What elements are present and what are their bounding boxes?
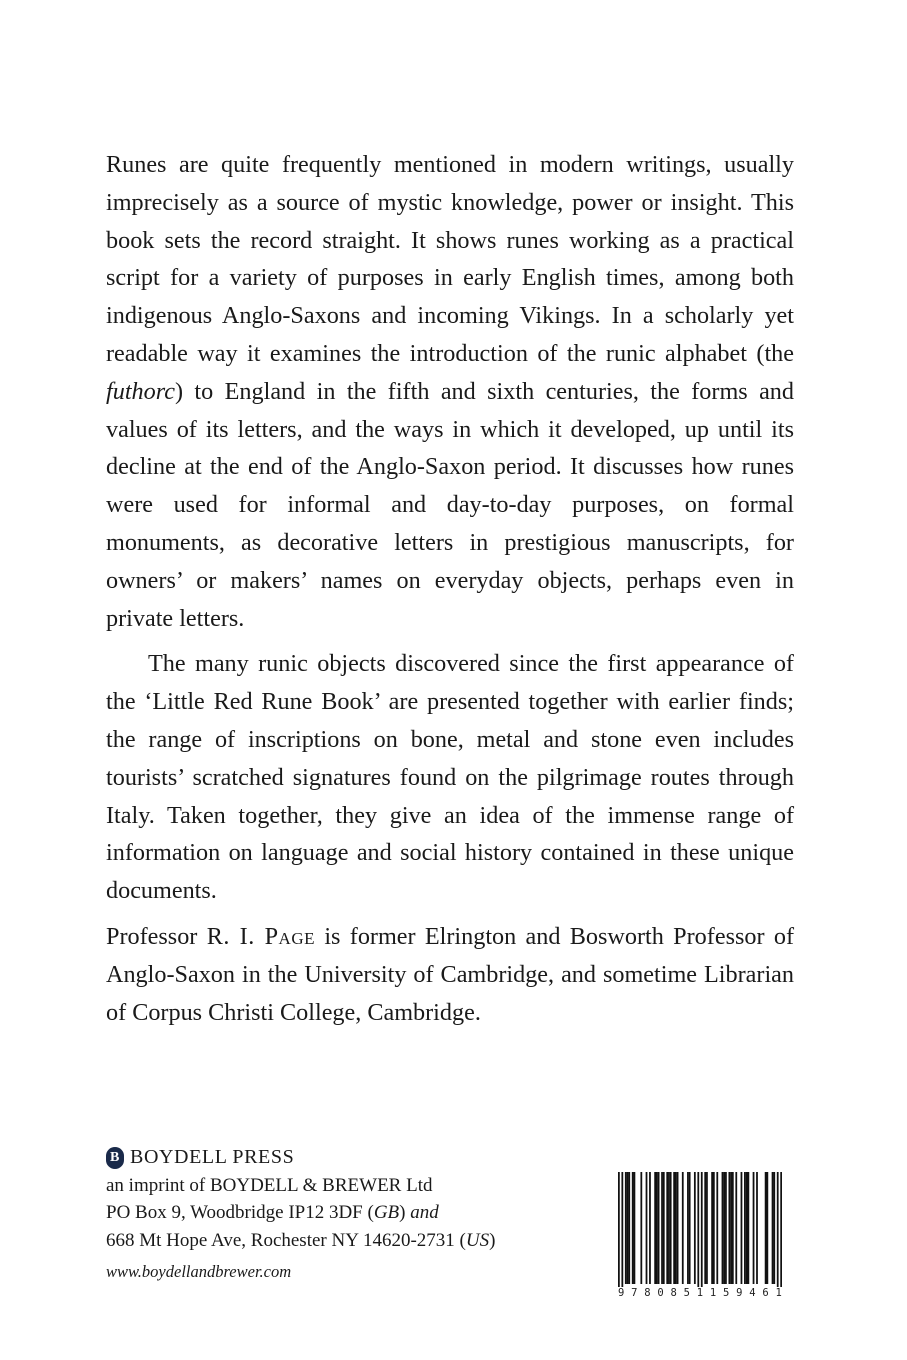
isbn-digit: 5 xyxy=(723,1287,730,1299)
isbn-digit: 1 xyxy=(775,1287,782,1299)
barcode-bar xyxy=(716,1172,718,1284)
publisher-website[interactable]: www.boydellandbrewer.com xyxy=(106,1262,292,1281)
barcode-bar xyxy=(628,1172,630,1284)
barcode-bar xyxy=(704,1172,706,1284)
blurb-p1-futhorc: futhorc xyxy=(106,377,175,405)
address-us-close: ) xyxy=(489,1229,496,1251)
barcode-bar xyxy=(668,1172,670,1284)
barcode-bar xyxy=(701,1172,703,1290)
author-bio-prefix: Professor xyxy=(106,922,207,950)
isbn-digit: 1 xyxy=(709,1287,717,1299)
isbn-digit: 8 xyxy=(670,1287,677,1299)
barcode-bar xyxy=(756,1172,758,1284)
address-gb-country: GB xyxy=(373,1202,400,1223)
address-and: and xyxy=(410,1202,439,1223)
barcode-bar xyxy=(661,1172,663,1284)
isbn-digit: 9 xyxy=(736,1287,743,1299)
isbn-digits xyxy=(618,1287,782,1299)
author-bio xyxy=(106,918,794,1031)
blurb-p1-text-a: Runes are quite frequently mentioned in modern writings, usually imprecisely as a source of mystic knowledge, power or insight. This book sets the record straight. It shows runes working as a practical script for a variety of purposes in early English times, among both indigenous Anglo-Saxons and incoming Vikings. In a scholarly yet readable way it examines the introduction of the runic alphabet (the xyxy=(106,151,794,367)
address-gb-close: ) xyxy=(399,1202,411,1223)
barcode-bar xyxy=(656,1172,658,1284)
barcode-bar xyxy=(658,1172,660,1284)
barcode-bar xyxy=(744,1172,746,1284)
boydell-logo-icon: B xyxy=(106,1147,124,1169)
publisher-name: BOYDELL PRESS xyxy=(130,1146,295,1168)
barcode-bar xyxy=(765,1172,767,1284)
barcode-bar xyxy=(621,1172,623,1290)
barcode-bar xyxy=(732,1172,734,1284)
publisher-imprint: an imprint of BOYDELL & BREWER Ltd xyxy=(106,1174,433,1196)
barcode-bar xyxy=(773,1172,775,1284)
barcode-bar xyxy=(675,1172,677,1284)
barcode-bar xyxy=(697,1172,699,1290)
barcode-bar xyxy=(670,1172,672,1284)
address-us-country: US xyxy=(465,1229,490,1251)
barcode-bar xyxy=(723,1172,725,1284)
barcode-bar xyxy=(741,1172,743,1284)
isbn-digit: 7 xyxy=(631,1287,638,1299)
barcode-bar xyxy=(632,1172,634,1284)
barcode-bar xyxy=(747,1172,749,1284)
barcode-bar xyxy=(694,1172,696,1284)
barcode-bar xyxy=(673,1172,675,1284)
isbn-digit: 1 xyxy=(696,1287,704,1299)
barcode-bar xyxy=(646,1172,648,1284)
barcode-bar xyxy=(634,1172,636,1284)
barcode-bar xyxy=(777,1172,779,1290)
barcode-bar xyxy=(711,1172,713,1284)
barcode-bar xyxy=(706,1172,708,1284)
barcode-bar xyxy=(625,1172,627,1284)
isbn-digit: 5 xyxy=(683,1287,690,1299)
barcode-bar xyxy=(780,1172,782,1290)
isbn-barcode xyxy=(618,1172,782,1302)
barcode-bar xyxy=(730,1172,732,1284)
barcode-bar xyxy=(728,1172,730,1284)
address-us-main: 668 Mt Hope Ave, Rochester NY 14620-2731 ( xyxy=(106,1229,466,1251)
barcode-bar xyxy=(663,1172,665,1284)
barcode-bar xyxy=(753,1172,755,1284)
blurb-p1-text-b: ) to England in the fifth and sixth centuries, the forms and values of its letters, and the ways in which it developed, up until its decline at the end of the Anglo-Saxon period. It discusses how runes were used for informal and day-to-day purposes, on formal monuments, as decorative letters in prestigious manuscripts, for owners’ or makers’ names on everyday objects, perhaps even in private letters. xyxy=(106,377,794,632)
blurb-paragraph-1 xyxy=(106,146,794,637)
barcode-bar xyxy=(689,1172,691,1284)
barcode-bar xyxy=(654,1172,656,1284)
address-gb-main: PO Box 9, Woodbridge IP12 3DF ( xyxy=(106,1202,374,1223)
barcode-bar xyxy=(677,1172,679,1284)
back-cover-blurb xyxy=(106,146,794,1039)
barcode-bar xyxy=(746,1172,748,1284)
publisher-block xyxy=(106,1144,576,1254)
barcode-bar xyxy=(713,1172,715,1284)
publisher-address-us xyxy=(106,1227,576,1255)
isbn-digit: 0 xyxy=(657,1287,664,1299)
barcode-bar xyxy=(618,1172,620,1290)
barcode-bar xyxy=(682,1172,684,1284)
author-name: R. I. Page xyxy=(206,922,315,950)
barcode-bar xyxy=(735,1172,737,1284)
author-bio-text: is former Elrington and Bosworth Professor of Anglo-Saxon in the University of Cambridge, and sometime Librarian of Corpus Christi College, Cambridge. xyxy=(106,922,795,1026)
barcode-bar xyxy=(766,1172,768,1284)
isbn-digit: 6 xyxy=(762,1287,769,1299)
barcode-bar xyxy=(722,1172,724,1284)
isbn-digit: 4 xyxy=(749,1287,756,1299)
barcode-bar xyxy=(772,1172,774,1284)
publisher-header xyxy=(106,1144,576,1172)
barcode-bar xyxy=(627,1172,629,1284)
barcode-bar xyxy=(666,1172,668,1284)
isbn-digit: 9 xyxy=(618,1287,625,1299)
barcode-bar xyxy=(725,1172,727,1284)
isbn-digit: 8 xyxy=(644,1287,651,1299)
barcode-bar xyxy=(687,1172,689,1284)
publisher-address-gb xyxy=(106,1199,576,1227)
barcode-bars xyxy=(618,1172,782,1290)
blurb-paragraph-2: The many runic objects discovered since the first appearance of the ‘Little Red Rune Book’ are presented together with earlier finds; the range of inscriptions on bone, metal and stone even includes tourists’ scratched signatures found on the pilgrimage routes through Italy. Taken together, they give an idea of the immense range of information on language and social history contained in these unique documents. xyxy=(106,650,794,905)
barcode-bar xyxy=(649,1172,651,1284)
barcode-bar xyxy=(640,1172,642,1284)
